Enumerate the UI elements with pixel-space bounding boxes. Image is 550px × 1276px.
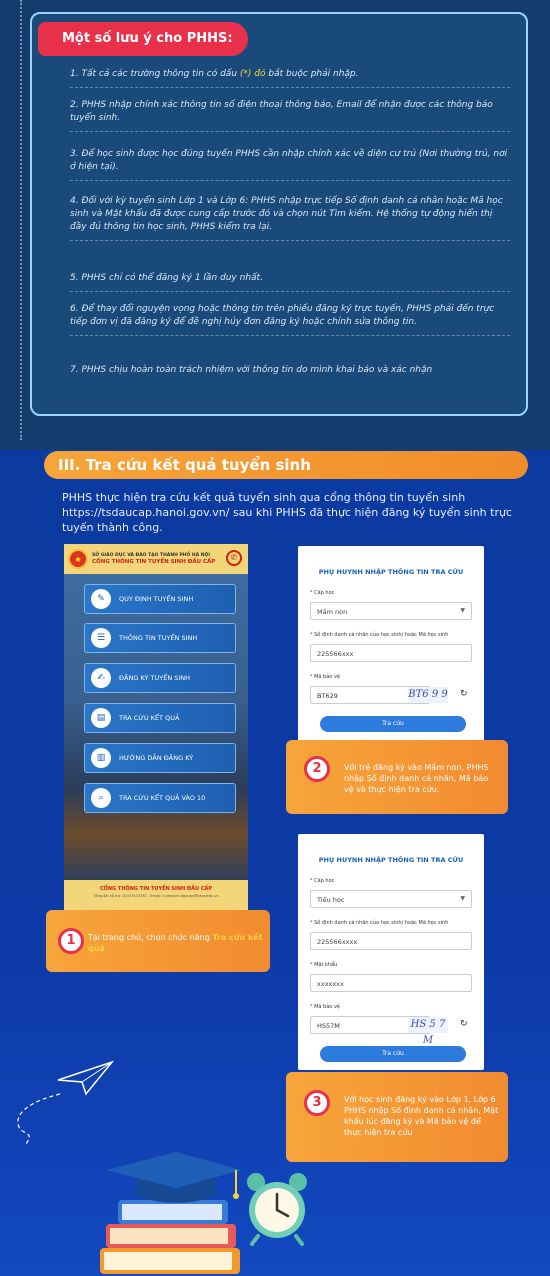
note-item-6: 6. Để thay đổi nguyện vọng hoặc thông tin trên phiếu đăng ký trực tuyến, PHHS phải đến trực tiếp đơn vị đã đăng ký để đề nghị hủy đơn đăng ký hoặc chỉnh sửa thông tin.: [70, 303, 510, 336]
note-item-5: 5. PHHS chỉ có thể đăng ký 1 lần duy nhất.: [70, 272, 510, 292]
menu-label: TRA CỨU KẾT QUẢ VÀO 10: [119, 794, 206, 802]
menu-tra-cuu-ket-qua-vao-10[interactable]: [84, 783, 236, 813]
refresh-icon[interactable]: ↻: [460, 689, 468, 699]
note-1-text: 1. Tất cả các trường thông tin có dấu: [70, 69, 240, 79]
phone-header-line2: CỔNG THÔNG TIN TUYỂN SINH ĐẦU CẤP: [92, 558, 216, 565]
note-item-3: 3. Để học sinh được học đúng tuyến PHHS cần nhập chính xác về diện cư trú (Nơi thường trú, nơi ở hiện tại).: [70, 148, 510, 181]
callout-1-highlight: Tra cứu kết quả: [88, 933, 263, 953]
menu-tra-cuu-ket-qua[interactable]: [84, 703, 236, 733]
menu-huong-dan-dang-ky[interactable]: [84, 743, 236, 773]
list-icon: ☰: [91, 628, 111, 648]
form-1-captcha-input[interactable]: BT629: [310, 686, 430, 704]
form-2-level-label: * Cấp học: [310, 878, 335, 884]
lookup-form-preschool: [298, 546, 484, 744]
menu-label: THÔNG TIN TUYỂN SINH: [119, 634, 198, 642]
form-1-id-label: * Số định danh cá nhân của học sinh/ hoặc Mã học sinh: [310, 632, 449, 638]
dropdown-arrow-icon: ▼: [460, 607, 465, 614]
form-2-id-input[interactable]: 225566xxxx: [310, 932, 472, 950]
phone-background: [64, 574, 248, 880]
form-2-submit-button[interactable]: Tra cứu: [320, 1046, 466, 1062]
form-1-level-select[interactable]: Mầm non ▼: [310, 602, 472, 620]
document-icon: ▤: [91, 708, 111, 728]
callout-step-3: Với học sinh đăng ký vào Lớp 1, Lớp 6 PHHS nhập Số định danh cá nhân, Mật khẩu lúc đăng ký và Mã bảo vệ để thực hiện tra cứu: [286, 1072, 508, 1162]
note-1-text-end: bắt buộc phải nhập.: [265, 69, 359, 79]
notes-title: Một số lưu ý cho PHHS:: [38, 22, 248, 56]
note-item-7: 7. PHHS chịu hoàn toàn trách nhiệm với thông tin do mình khai báo và xác nhận: [70, 365, 433, 375]
form-1-level-label: * Cấp học: [310, 590, 335, 596]
dotted-decoration: [20, 0, 22, 440]
form-2-level-select[interactable]: Tiểu học ▼: [310, 890, 472, 908]
emblem-icon: ★: [68, 549, 88, 569]
step-3-badge: 3: [304, 1090, 330, 1116]
form-2-password-input[interactable]: xxxxxxx: [310, 974, 472, 992]
note-item-2: 2. PHHS nhập chính xác thông tin số điện thoại thông báo, Email để nhận được các thông báo tuyển sinh.: [70, 99, 510, 132]
menu-label: HƯỚNG DẪN ĐĂNG KÝ: [119, 754, 194, 762]
dashed-trail-icon: [6, 1090, 66, 1150]
note-item-1: [70, 68, 510, 88]
menu-label: QUY ĐỊNH TUYỂN SINH: [119, 595, 194, 603]
alarm-clock-icon: [244, 1170, 310, 1246]
section-title: III. Tra cứu kết quả tuyển sinh: [44, 451, 528, 479]
phone-call-icon[interactable]: ✆: [226, 550, 242, 566]
form-2-captcha-image: HS 5 7 M: [408, 1017, 448, 1033]
clipboard-icon: ✎: [91, 589, 111, 609]
form-2-title: PHỤ HUYNH NHẬP THÔNG TIN TRA CỨU: [318, 856, 464, 864]
form-1-submit-button[interactable]: Tra cứu: [320, 716, 466, 732]
note-item-4: 4. Đối với kỳ tuyển sinh Lớp 1 và Lớp 6: PHHS nhập trực tiếp Số định danh cá nhân hoặc Mã học sinh và Mật khẩu đã được cung cấp trước đó và chọn nút Tìm kiếm. Hệ thống tự động hiển thị đầy đủ thông tin học sinh, PHHS kiểm tra lại.: [70, 195, 510, 241]
form-2-password-label: * Mật khẩu: [310, 962, 338, 968]
lookup-form-primary: [298, 834, 484, 1070]
form-1-id-input[interactable]: 225566xxx: [310, 644, 472, 662]
phone-footer-title: CỔNG THÔNG TIN TUYỂN SINH ĐẦU CẤP: [99, 886, 213, 892]
note-1-mark: (*) đó: [239, 69, 266, 79]
form-2-id-label: * Số định danh cá nhân của học sinh/ hoặc Mã học sinh: [310, 920, 449, 926]
step-2-badge: 2: [304, 756, 330, 782]
phone-footer-contact: Tổng đài hỗ trợ: 02437474787 - Email: tuyensinh.daucap@hanoiedu.vn: [93, 894, 219, 898]
refresh-icon[interactable]: ↻: [460, 1019, 468, 1029]
menu-thong-tin-tuyen-sinh[interactable]: [84, 623, 236, 653]
menu-label: TRA CỨU KẾT QUẢ: [119, 714, 180, 722]
step-1-badge: 1: [58, 928, 84, 954]
menu-label: ĐĂNG KÝ TUYỂN SINH: [119, 674, 191, 682]
form-2-captcha-label: * Mã bảo vệ: [310, 1004, 340, 1010]
form-2-captcha-input[interactable]: HS57M: [310, 1016, 430, 1034]
callout-1-text: Tại trang chủ, chọn chức năng: [88, 933, 213, 942]
menu-quy-dinh-tuyen-sinh[interactable]: [84, 584, 236, 614]
books-graduation-cap-icon: [96, 1150, 246, 1276]
phone-header-line1: SỞ GIÁO DỤC VÀ ĐÀO TẠO THÀNH PHỐ HÀ NỘI: [92, 552, 211, 558]
form-1-captcha-image: BT6 9 9: [408, 687, 448, 703]
phone-header: [64, 544, 248, 574]
phone-footer: [64, 880, 248, 910]
callout-step-2: Với trẻ đăng ký vào Mầm non, PHHS nhập Số định danh cá nhân, Mã bảo vệ và thực hiện tra cứu.: [286, 740, 508, 814]
section-intro: PHHS thực hiện tra cứu kết quả tuyển sinh qua cổng thông tin tuyển sinh https://tsdaucap.hanoi.gov.vn/ sau khi PHHS đã thực hiện đăng ký tuyển sinh trực tuyến thành công.: [62, 491, 512, 534]
menu-dang-ky-tuyen-sinh[interactable]: [84, 663, 236, 693]
book-icon: ▥: [91, 748, 111, 768]
dropdown-arrow-icon: ▼: [460, 895, 465, 902]
edit-icon: ✍: [91, 668, 111, 688]
form-1-captcha-label: * Mã bảo vệ: [310, 674, 340, 680]
phone-screenshot: [64, 544, 248, 910]
form-1-title: PHỤ HUYNH NHẬP THÔNG TIN TRA CỨU: [318, 568, 464, 576]
search-icon: ⌕: [91, 788, 111, 808]
